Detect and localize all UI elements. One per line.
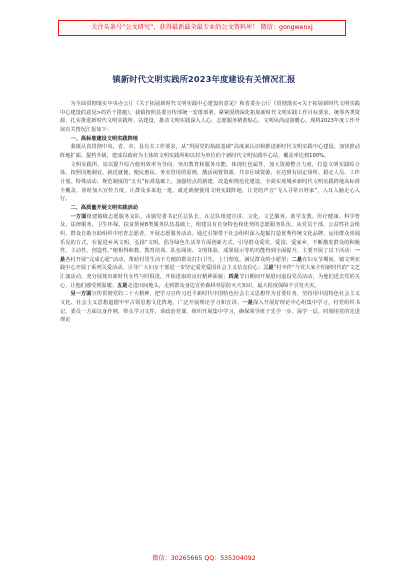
section-2-paragraph-2 [60, 290, 360, 325]
item-text: 在妇女节期间，镇文明实践中心开展了系列关爱活动，引导广大妇女干部进一步坚定爱党爱国社会主义信念信心； [60, 256, 360, 272]
item-marker: 五是 [117, 282, 128, 289]
section-2-heading: 二、高质量开展文明实践活动 [70, 204, 138, 211]
document-title: 镇新时代文明实践所2023年度建设有关情况汇报 [112, 74, 296, 84]
section-2-paragraph-1 [60, 213, 360, 291]
item-text: “村卒伴”与党大家介绍新时代的“文艺汇演活动，充分展现出新时代女性与时俱进，开拓进取的良好精神面貌； [60, 265, 360, 281]
section-1-heading: 一、高标准建设文明实践阵地 [70, 135, 138, 142]
intro-paragraph: 为全面贯彻落实中央办公厅《关于拓展新时代文明实践中心建设的意见》和省委办公厅《贯彻落实<关于拓展新时代文明实践中心建设的意见>的若干措施》，我镇按照县委宣传部统一安排部署，紧紧围绕深化拓展新时代文明实践工作目标要求，统筹各类资源，扎实推进新时代文明实践所、站建设，推动文明实践深入人心，志愿服务精准贴心，文明风尚浸润暖心。现将2023年度工作开展有关情况汇报如下： [60, 101, 360, 133]
item-text: 走进田间地头，走到群众身边宣传森林草原防灭火知识，最大程度保障不引发火灾。 [127, 282, 320, 289]
item-text: 深入开展好理论中心组集中学习，村党组织书记、委员一方面以身作则，带头学习文件，讲政治党课，组织开展集中学习，确保领导班子先学一步，深学一层，时刻用党的先进理论 [60, 300, 361, 324]
item-marker: 一是 [242, 300, 253, 307]
item-text: 各村开展“完成心愿”活动，帮助村里生活不方便的群众打扫卫生，上门理发，满足群众的小愿望； [65, 256, 292, 263]
item-marker: 四是 [228, 274, 239, 281]
footer-contact: 微信：30265665 QQ：535304092 [152, 555, 256, 562]
section-1-paragraph-2: 文明实践所、站以提升综合使用效率为导向，突出教育和服务功能，体现红色属性，加大资源整合力度，打造文明实践综合体。按照因地制宜、就近就便、便民惠民、务实管用的原则，激活闲置资源，共享区域资源，在达到有固定场所、稳定人员、工作计划、特殊活动、规范制度的“五有”标准基础上，加强结点的新建、改造和规范化建设，全面实现城乡新时代文明实践阵地高标准全覆盖，同时加大宣传力度，让群众多来逛一逛，就近就便使用文明实践阵地，让党的声音“飞入寻常百姓家”，入耳入脑走心入行。 [60, 161, 360, 203]
header-banner: 关注头条号“公文研究”，获得最新最全最专业的公文资料库！ 微信：gongwenxj [58, 20, 346, 36]
lead-phrase: 另一方面 [70, 291, 92, 298]
item-marker: 一是 [60, 248, 360, 263]
item-marker: 三是 [263, 265, 274, 272]
paragraph-text: 宣传贯彻党的二十大精神，把学习宣传习近平新时代中国特色社会主义思想作为首要任务，坚持用中国特色社会主义文化、社会主义思想道德牢牢占领思想文化阵地，广泛开展理论学习和宣讲。 [60, 291, 360, 307]
document-body [60, 100, 360, 325]
lead-phrase: 一方面 [70, 213, 87, 220]
item-text: 节日期间开展慰问退役党员活动，为他们送去党的关心，让他们感受到温暖； [60, 274, 360, 289]
item-marker: 二是 [291, 256, 303, 263]
paragraph-text: 组建镇级志愿服务支队，由镇党委书记任总队长，在总队组建宣讲、文化、文艺服务、助学支教、医疗健康、科学普及、法律服务、卫生环保、扶贫帮困8类服务队伍基础上，组建具有自身特色和优势的志愿服务队伍，从党员干部、公益性社会组织，群众自助互助组织中培育志愿者，开展志愿服务活动。通过引领带干社会组织深入挖掘打造优秀传统文化品牌，运用群众喜闻乐见的方式，在促进乡风文明、弘扬“文明、倡导绿色生活等方面创新方式，引导群众爱党、爱国、爱家乡，不断激发群众的积极性、主动性、创造性。”便相得和教、教育培训、队伍阅读、文明体验，成果展示等的功能得到全面提升，主要开展了以下活动： [60, 213, 360, 255]
section-1-paragraph-1: 我镇认真贯彻中央、省、市、县有关工作要求，从“巩固党的执政基础”高度来认识和推进新时代文明实践中心建设，加快推动阵地扩面、提档升级，建成以政府为主体的文明实践所和以村为单位的个新时代文明实践中心站，覆盖率达到100%。 [60, 144, 360, 159]
